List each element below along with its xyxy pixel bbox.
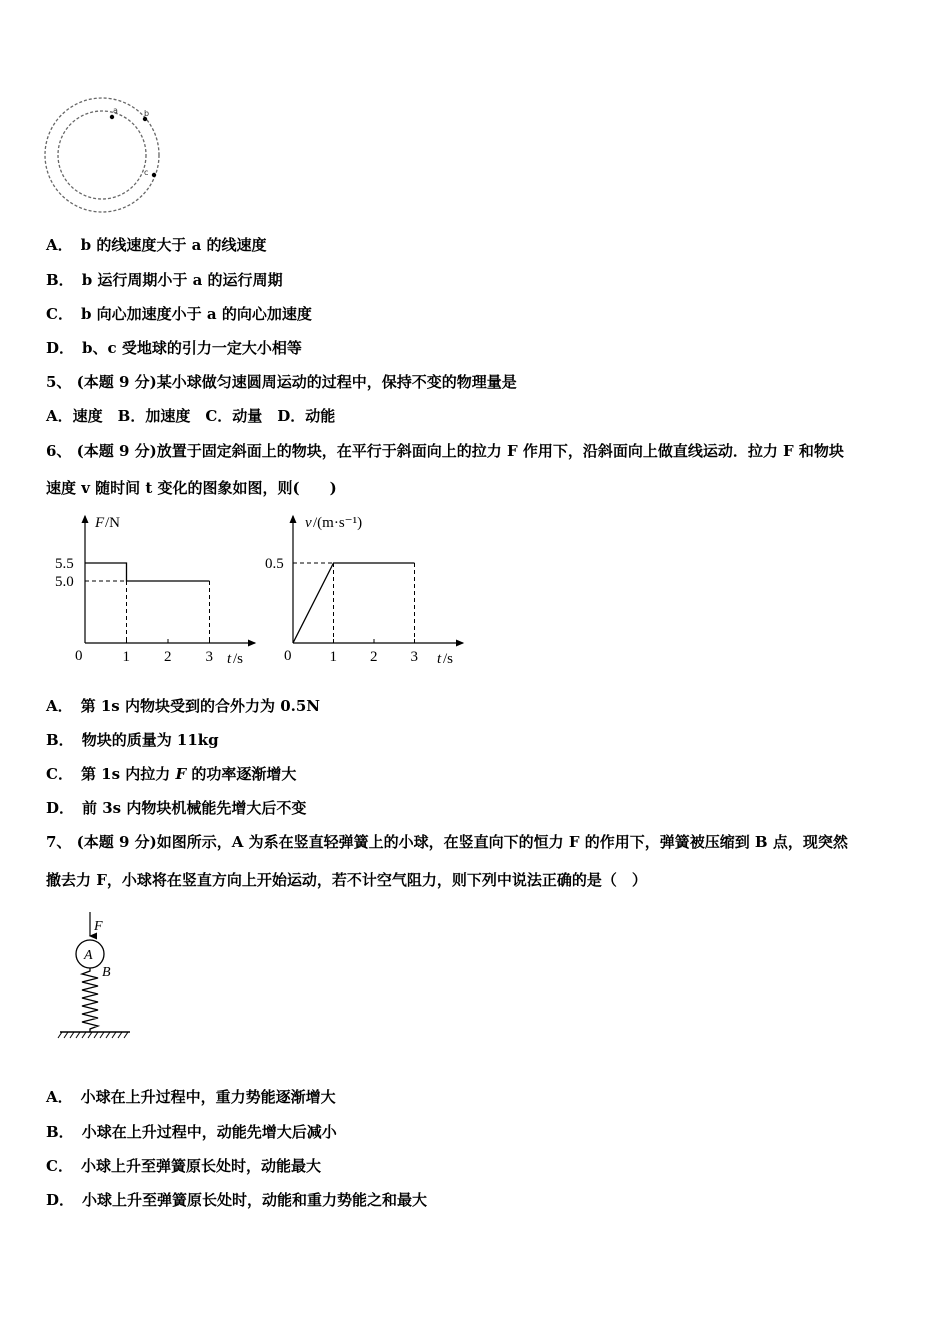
q4-option-c: C． b 向心加速度小于 a 的向心加速度: [46, 305, 312, 323]
f-ytick-label-5.0: 5.0: [55, 574, 74, 590]
v-ylabel-unit: /(m·s⁻¹): [313, 515, 363, 531]
q7-option-a: A． 小球在上升过程中，重力势能逐渐增大: [46, 1088, 336, 1106]
spring: [82, 968, 98, 1032]
q6-option-c: C． 第 1s 内拉力 F 的功率逐渐增大: [46, 765, 297, 783]
f-xlabel-unit: /s: [233, 651, 244, 667]
q7-option-c: C． 小球上升至弹簧原长处时，动能最大: [46, 1157, 321, 1175]
q6-option-a: A． 第 1s 内物块受到的合外力为 0.5N: [46, 697, 320, 715]
q4-option-b: B． b 运行周期小于 a 的运行周期: [46, 271, 283, 289]
q7-stem-line2: 撤去力 F，小球将在竖直方向上开始运动，若不计空气阻力，则下列中说法正确的是（ ）: [46, 871, 647, 889]
f-origin-label: 0: [75, 648, 83, 664]
f-xlabel-var: t: [227, 651, 232, 667]
inner-orbit: [58, 111, 149, 199]
f-xtick-label-1: 1: [122, 649, 130, 665]
point-b-label: B: [102, 965, 111, 980]
outer-orbit: [45, 98, 159, 212]
v-xtick-label-1: 1: [329, 649, 337, 665]
v-xtick-label-2: 2: [370, 649, 378, 665]
q4-option-a: A． b 的线速度大于 a 的线速度: [46, 236, 267, 254]
q4-option-d: D． b、c 受地球的引力一定大小相等: [46, 339, 302, 357]
q7-stem-line1: 7、 (本题 9 分)如图所示，A 为系在竖直轻弹簧上的小球，在竖直向下的恒力 F 的作用下，弹簧被压缩到 B 点，现突然: [46, 833, 848, 851]
v-series-line: [293, 563, 415, 643]
q6-option-b: B． 物块的质量为 11kg: [46, 731, 219, 749]
f-xtick-label-2: 2: [164, 649, 172, 665]
v-xtick-label-3: 3: [410, 649, 418, 665]
f-ylabel-var: F: [95, 515, 105, 531]
q6-stem-line2: 速度 v 随时间 t 变化的图象如图，则( ): [46, 479, 337, 497]
q7-option-d: D． 小球上升至弹簧原长处时，动能和重力势能之和最大: [46, 1191, 428, 1209]
q5-stem: 5、 (本题 9 分)某小球做匀速圆周运动的过程中，保持不变的物理量是: [46, 373, 517, 391]
q5-options: A．速度 B．加速度 C．动量 D．动能: [46, 407, 336, 425]
v-xlabel-var: t: [437, 651, 442, 667]
f-ylabel-unit: /N: [105, 515, 120, 531]
label-b: b: [144, 109, 150, 118]
orbit-figure: [40, 95, 170, 215]
v-ytick-label-0.5: 0.5: [265, 556, 284, 572]
f-series-line: [85, 563, 210, 581]
satellite-a: [110, 115, 114, 119]
label-a: a: [113, 106, 118, 115]
q6-option-d: D． 前 3s 内物块机械能先增大后不变: [46, 799, 307, 817]
ball-label: A: [84, 948, 93, 963]
force-label: F: [94, 919, 103, 934]
velocity-time-chart: [250, 506, 480, 676]
ground-hatch: [58, 1032, 128, 1038]
f-xtick-label-3: 3: [205, 649, 213, 665]
spring-figure: [52, 908, 142, 1043]
v-xlabel-unit: /s: [443, 651, 454, 667]
force-time-chart: [40, 506, 270, 676]
q6-stem-line1: 6、 (本题 9 分)放置于固定斜面上的物块，在平行于斜面向上的拉力 F 作用下，沿斜面向上做直线运动．拉力 F 和物块: [46, 442, 844, 460]
f-ytick-label-5.5: 5.5: [55, 556, 74, 572]
q7-option-b: B． 小球在上升过程中，动能先增大后减小: [46, 1123, 337, 1141]
v-origin-label: 0: [284, 648, 292, 664]
v-ylabel-var: v: [305, 515, 312, 531]
satellite-c: [152, 173, 156, 177]
label-c: c: [144, 168, 149, 177]
